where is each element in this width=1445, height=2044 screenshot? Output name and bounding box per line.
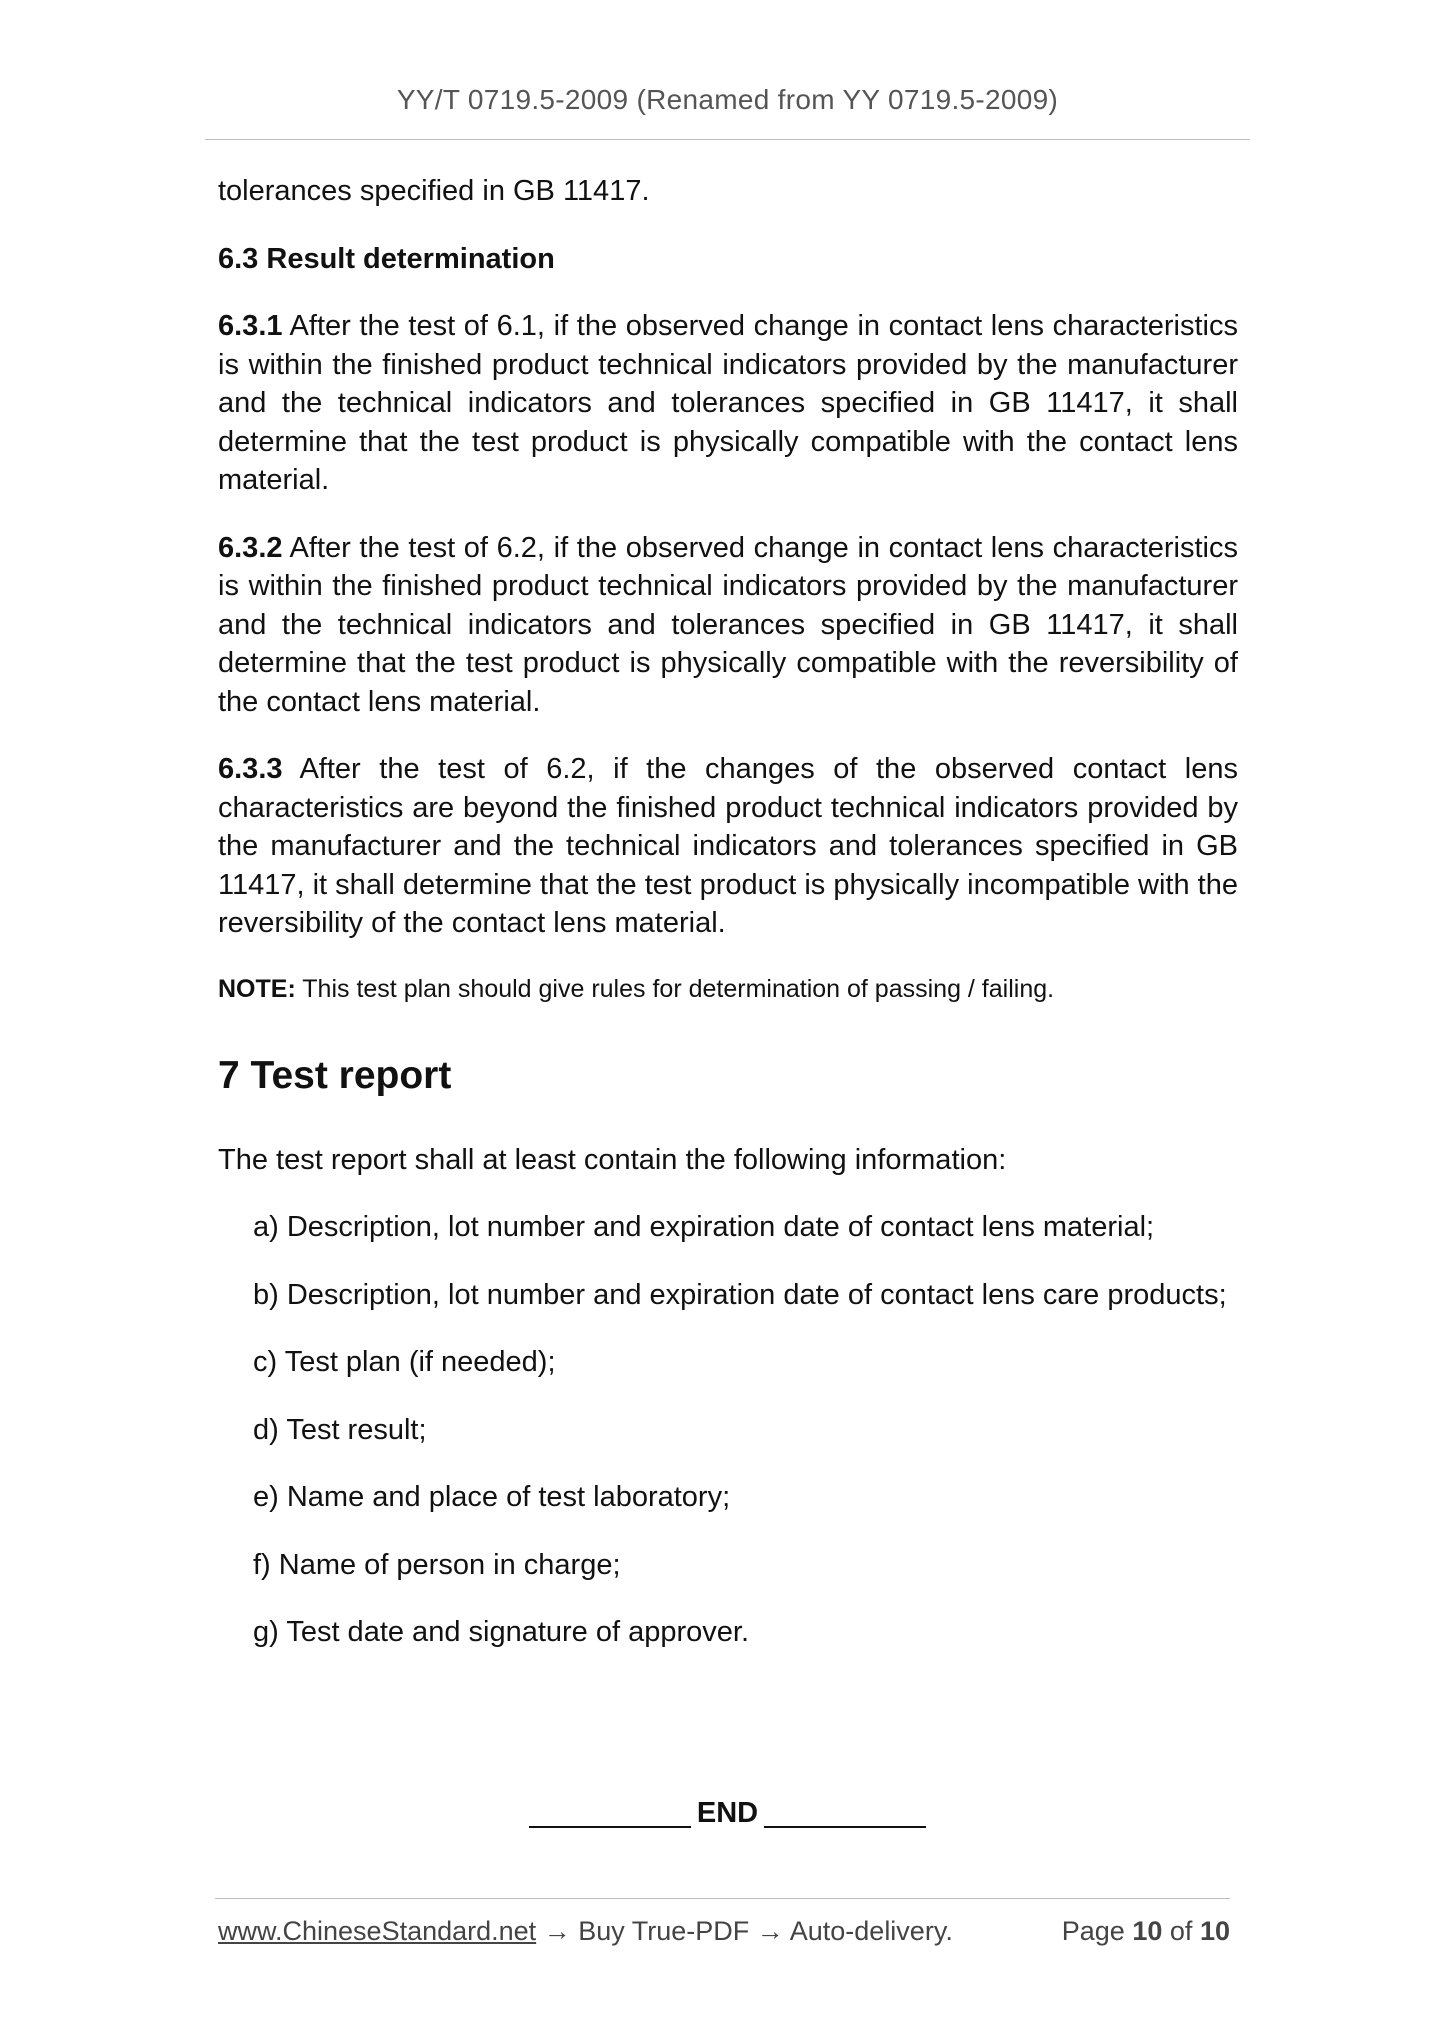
list-item: a) Description, lot number and expiration date of contact lens material; [253,1211,1155,1243]
clause-text: After the test of 6.1, if the observed change in contact lens characteristics is within the finished product technical indicators provided by the manufacturer and the technical indicators and tolerances specified in GB 11417, it shall determine that the test product is physically compatible with the contact lens material. [218,310,1238,496]
page-of: of [1169,1916,1193,1946]
end-left-rule [529,1826,691,1828]
note-text: This test plan should give rules for determination of passing / failing. [302,974,1055,1003]
clause-6-3-2 [218,529,1238,722]
website-link[interactable]: www.ChineseStandard.net [218,1916,537,1946]
section-7-heading: 7 Test report [218,1053,452,1097]
end-marker [205,1797,1250,1830]
note-paragraph [218,972,1238,1006]
footer-left [218,1916,953,1947]
list-item: g) Test date and signature of approver. [253,1616,750,1648]
list-item: b) Description, lot number and expiration date of contact lens care products; [253,1278,1227,1311]
clause-6-3-1 [218,307,1238,500]
page-current: 10 [1132,1916,1163,1946]
header-divider [205,139,1250,140]
tolerances-line: tolerances specified in GB 11417. [218,175,650,207]
section-6-3-heading: 6.3 Result determination [218,242,555,275]
page-total: 10 [1199,1916,1230,1946]
list-item: d) Test result; [253,1413,427,1446]
page-prefix: Page [1061,1916,1125,1946]
page-header-title: YY/T 0719.5-2009 (Renamed from YY 0719.5-2009) [396,84,1059,115]
footer-divider [215,1898,1230,1899]
footer-tagline: → Buy True-PDF → Auto-delivery. [536,1916,953,1946]
end-right-rule [764,1826,926,1828]
list-item: c) Test plan (if needed); [253,1346,556,1378]
clause-number: 6.3.2 [218,531,283,564]
list-item: e) Name and place of test laboratory; [253,1481,731,1513]
note-label: NOTE: [218,974,296,1003]
end-label: END [696,1797,759,1829]
list-item: f) Name of person in charge; [253,1548,621,1581]
clause-text: After the test of 6.2, if the observed change in contact lens characteristics is within the finished product technical indicators provided by the manufacturer and the technical indicators and tolerances specified in GB 11417, it shall determine that the test product is physically compatible with the reversibility of the contact lens material. [218,531,1238,718]
clause-number: 6.3.1 [218,310,283,342]
document-body [218,172,1238,1681]
clause-text: After the test of 6.2, if the changes of the observed contact lens characteristics are beyond the finished product technical indicators provided by the manufacturer and the technical indicators and tolerances specified in GB 11417, it shall determine that the test product is physically incompatible with the reversibility of the contact lens material. [218,753,1238,939]
clause-number: 6.3.3 [218,753,283,785]
section-7-intro: The test report shall at least contain the following information: [218,1143,1007,1176]
page-footer [218,1916,1230,1947]
page-counter [1062,1916,1230,1947]
clause-6-3-3 [218,750,1238,943]
